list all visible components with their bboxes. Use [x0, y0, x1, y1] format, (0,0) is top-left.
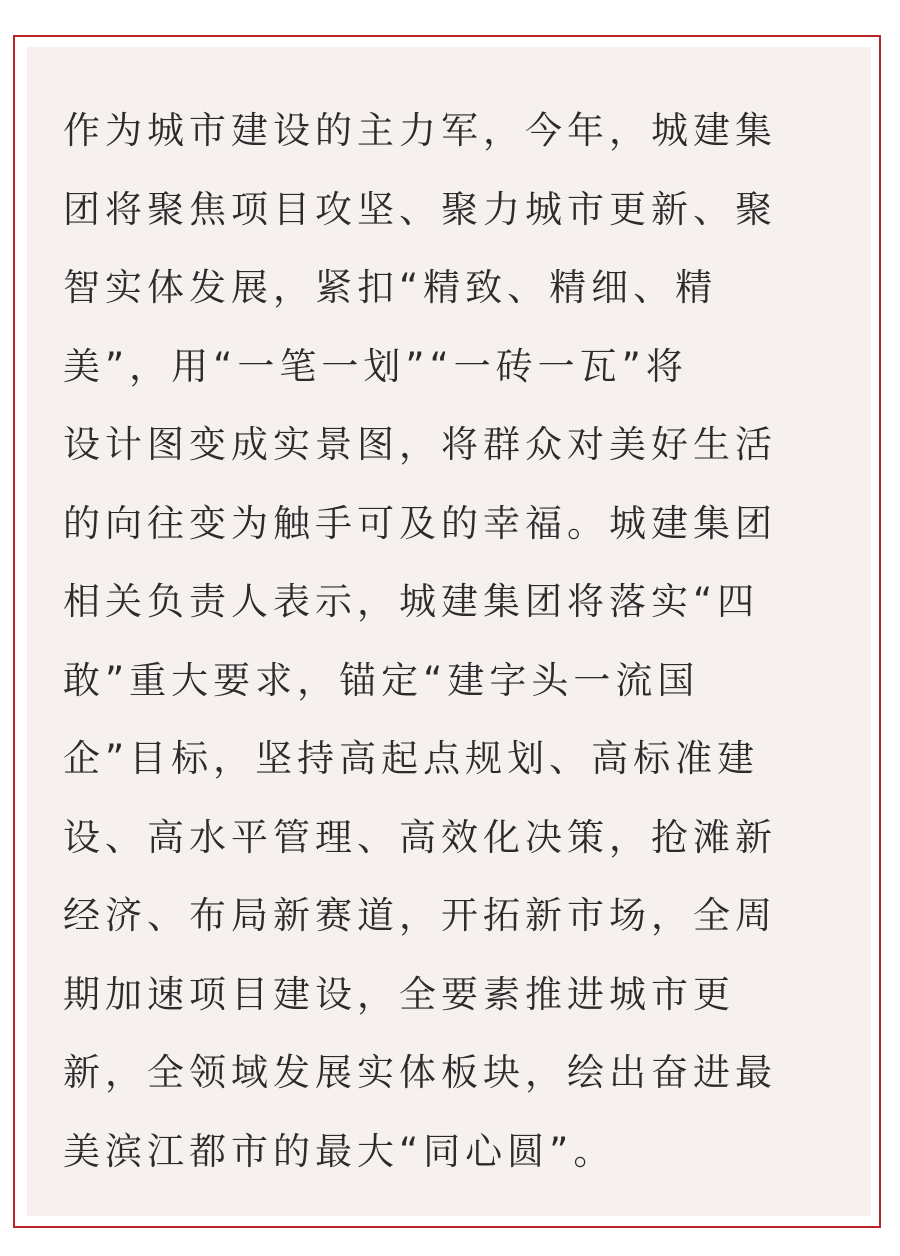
paragraph-line: 期加速项目建设，全要素推进城市更	[63, 972, 735, 1016]
paragraph-line: 经济、布局新赛道，开拓新市场，全周	[63, 894, 777, 937]
paragraph-line: 团将聚焦项目攻坚、聚力城市更新、聚	[63, 187, 777, 231]
paragraph-line: 敢”重大要求，锚定“建字头一流国	[63, 658, 700, 702]
article-paragraph	[63, 92, 823, 1191]
paragraph-line: 企”目标，坚持高起点规划、高标准建	[63, 737, 760, 780]
paragraph-line: 的向往变为触手可及的幸福。城建集团	[63, 501, 777, 545]
paragraph-line: 作为城市建设的主力军，今年，城建集	[63, 109, 777, 152]
paragraph-line: 智实体发展，紧扣“精致、精细、精	[63, 266, 718, 309]
article-frame	[13, 35, 881, 1228]
paragraph-line: 美滨江都市的最大“同心圆”。	[63, 1129, 616, 1173]
paragraph-line: 设、高水平管理、高效化决策，抢滩新	[63, 815, 777, 859]
paragraph-line: 设计图变成实景图，将群众对美好生活	[63, 423, 777, 466]
paragraph-line: 美”，用“一笔一划”“一砖一瓦”将	[63, 344, 688, 388]
paragraph-line: 相关负责人表示，城建集团将落实“四	[63, 580, 760, 623]
paragraph-line: 新，全领域发展实体板块，绘出奋进最	[63, 1051, 777, 1094]
